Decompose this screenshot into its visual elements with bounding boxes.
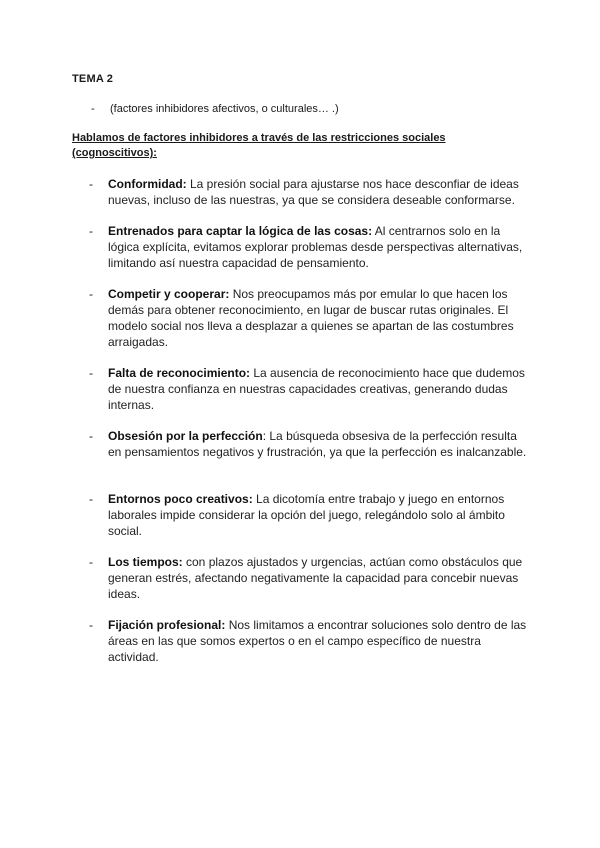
list-item-conformidad xyxy=(0,176,600,223)
list-item-entornos xyxy=(0,491,600,554)
list-item-term: Falta de reconocimiento: xyxy=(108,366,251,380)
intro-bullet: - xyxy=(91,103,95,115)
list-item-term: Conformidad: xyxy=(108,177,187,191)
list-item-logica xyxy=(0,223,600,286)
list-item-description: Al centrarnos solo en la lógica explícita, evitamos explorar problemas desde perspectivas alternativas, limitando así nuestra capacidad de pensamiento. xyxy=(108,224,523,270)
list-item-competir xyxy=(0,286,600,365)
list-bullet: - xyxy=(89,555,93,569)
list-item-description: con plazos ajustados y urgencias, actúan como obstáculos que generan estrés, afectando negativamente la capacidad para concebir nuevas ideas. xyxy=(108,555,523,601)
list-bullet: - xyxy=(89,618,93,632)
list-bullet: - xyxy=(89,366,93,380)
list-bullet: - xyxy=(89,177,93,191)
list-item-fijacion xyxy=(0,617,600,680)
list-item-term: Competir y cooperar: xyxy=(108,287,230,301)
document-title: TEMA 2 xyxy=(72,73,114,85)
list-bullet: - xyxy=(89,287,93,301)
list-item-tiempos xyxy=(0,554,600,617)
list-item-term: Fijación profesional: xyxy=(108,618,226,632)
list-item-perfeccion xyxy=(0,428,600,491)
list-bullet: - xyxy=(89,224,93,238)
list-item-description: : La búsqueda obsesiva de la perfección resulta en pensamientos negativos y frustración, ya que la perfección es inalcanzable. xyxy=(108,429,527,459)
list-item-term: Entornos poco creativos: xyxy=(108,492,253,506)
list-bullet: - xyxy=(89,429,93,443)
list-item-description: La ausencia de reconocimiento hace que dudemos de nuestra confianza en nuestras capacidades creativas, generando dudas internas. xyxy=(108,366,525,412)
list-item-reconocimiento xyxy=(0,365,600,428)
factor-list xyxy=(0,176,600,680)
list-item-text xyxy=(108,365,528,413)
list-item-description: Nos preocupamos más por emular lo que hacen los demás para obtener reconocimiento, en lugar de buscar rutas originales. El modelo social nos lleva a desplazar a quienes se apartan de las costumbres arraigadas. xyxy=(108,287,514,349)
list-item-text xyxy=(108,491,528,539)
intro-text: (factores inhibidores afectivos, o culturales… .) xyxy=(110,103,339,115)
list-item-text xyxy=(108,286,528,350)
list-item-text xyxy=(108,554,528,602)
list-item-term: Obsesión por la perfección xyxy=(108,429,263,443)
list-item-text xyxy=(108,223,528,271)
list-item-text xyxy=(108,176,528,208)
list-item-description: La presión social para ajustarse nos hace desconfiar de ideas nuevas, incluso de las nuestras, ya que se considera deseable conformarse. xyxy=(108,177,519,207)
list-item-description: La dicotomía entre trabajo y juego en entornos laborales impide considerar la opción del juego, relegándolo solo al ámbito social. xyxy=(108,492,505,538)
list-item-term: Entrenados para captar la lógica de las cosas: xyxy=(108,224,373,238)
list-item-text xyxy=(108,617,528,665)
list-item-term: Los tiempos: xyxy=(108,555,183,569)
list-item-description: Nos limitamos a encontrar soluciones solo dentro de las áreas en las que somos expertos o en el campo específico de nuestra actividad. xyxy=(108,618,527,664)
list-bullet: - xyxy=(89,492,93,506)
list-item-text xyxy=(108,428,528,460)
section-heading: Hablamos de factores inhibidores a través de las restricciones sociales (cognoscitivos): xyxy=(72,132,446,159)
